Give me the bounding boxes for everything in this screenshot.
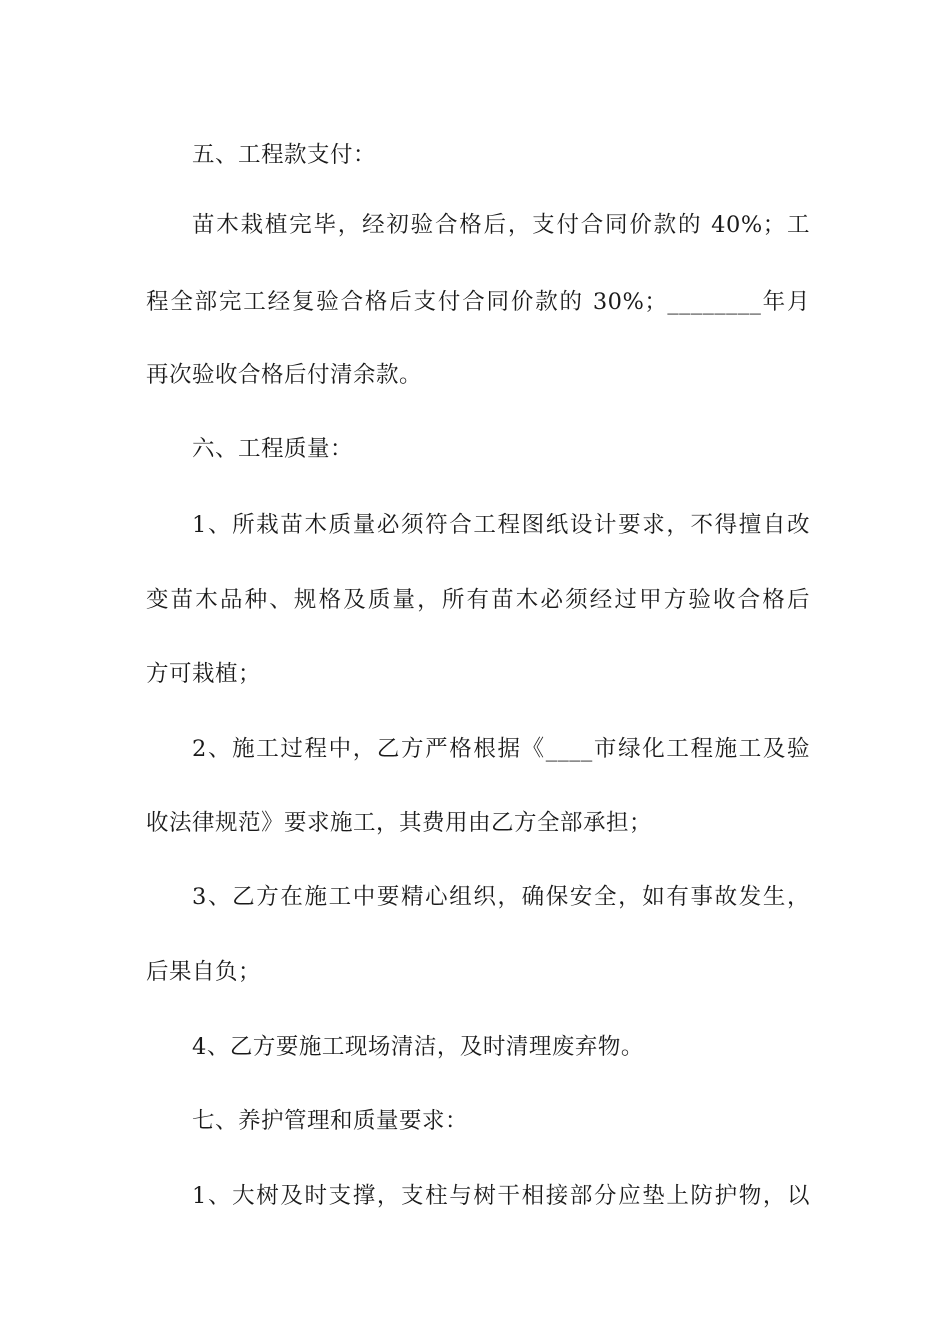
paragraph-line: 收法律规范》要求施工，其费用由乙方全部承担； bbox=[146, 810, 653, 836]
paragraph-line: 3、乙方在施工中要精心组织，确保安全，如有事故发生， bbox=[192, 884, 810, 910]
section-heading-maintenance: 七、养护管理和质量要求： bbox=[192, 1108, 469, 1134]
paragraph-line: 再次验收合格后付清余款。 bbox=[146, 362, 423, 388]
paragraph-line: 1、大树及时支撑，支柱与树干相接部分应垫上防护物，以 bbox=[192, 1183, 810, 1209]
paragraph-line: 2、施工过程中，乙方严格根据《____市绿化工程施工及验 bbox=[192, 736, 810, 762]
paragraph-line: 后果自负； bbox=[146, 959, 262, 985]
paragraph-line: 变苗木品种、规格及质量，所有苗木必须经过甲方验收合格后 bbox=[146, 587, 810, 613]
section-heading-payment: 五、工程款支付： bbox=[192, 142, 377, 168]
paragraph-line: 1、所栽苗木质量必须符合工程图纸设计要求，不得擅自改 bbox=[192, 512, 810, 538]
section-heading-quality: 六、工程质量： bbox=[192, 436, 354, 462]
paragraph-line: 方可栽植； bbox=[146, 661, 262, 687]
paragraph-line: 程全部完工经复验合格后支付合同价款的 30%；________年月 bbox=[146, 289, 810, 315]
paragraph-line: 4、乙方要施工现场清洁，及时清理废弃物。 bbox=[192, 1034, 644, 1060]
paragraph-line: 苗木栽植完毕，经初验合格后，支付合同价款的 40%；工 bbox=[192, 212, 810, 238]
